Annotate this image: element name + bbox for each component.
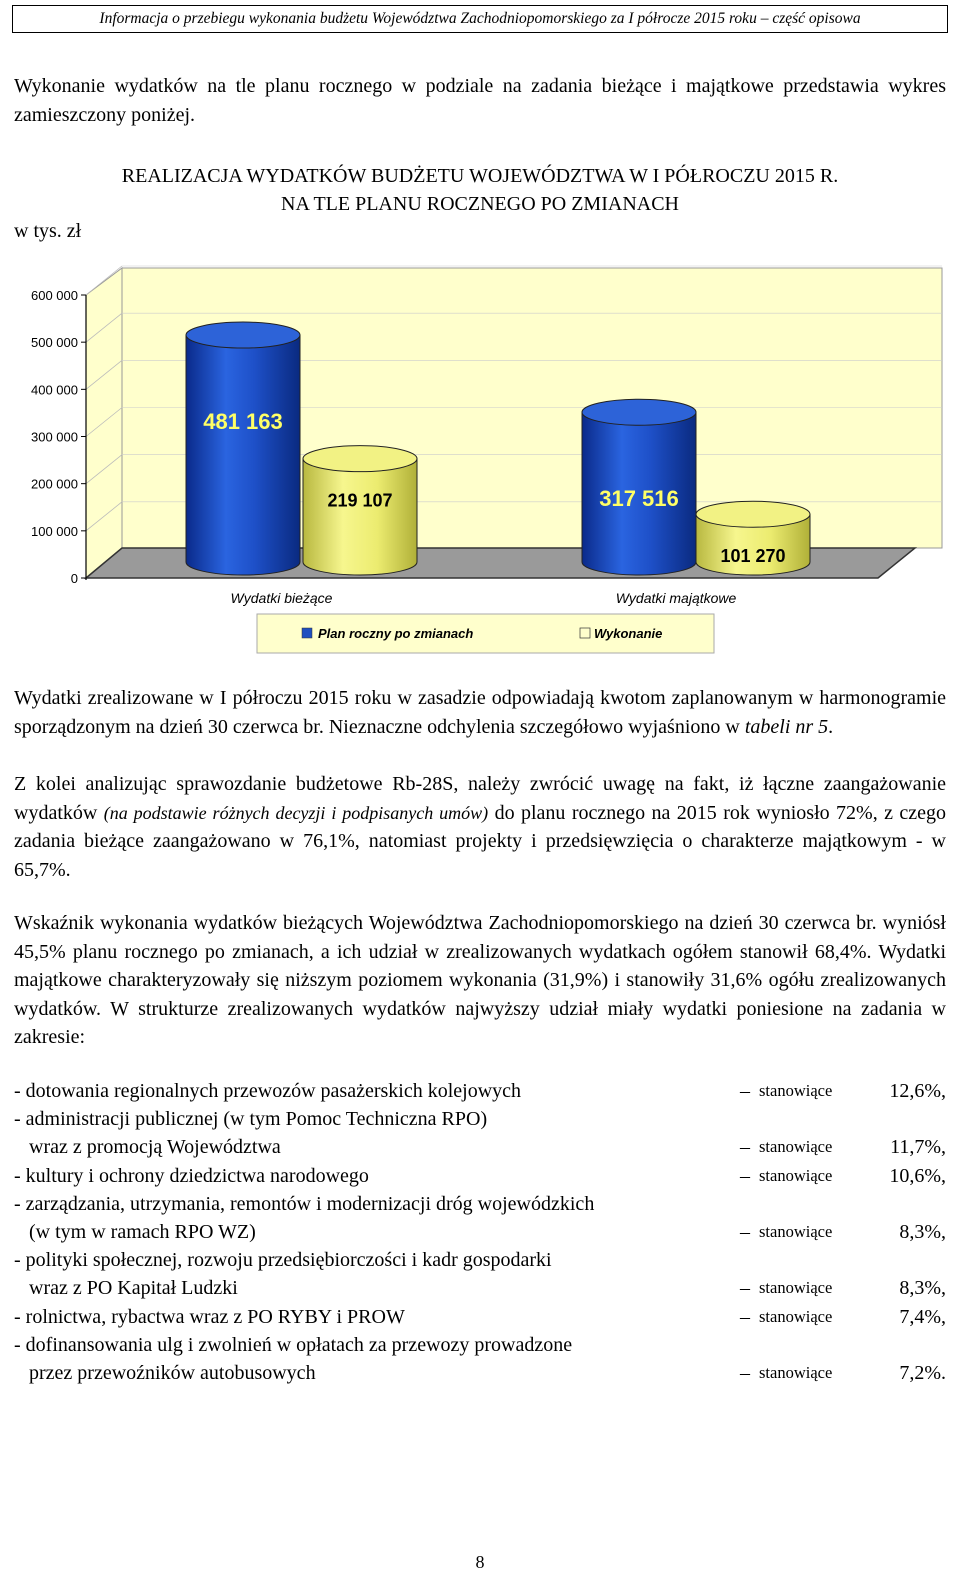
- bar-top: [582, 399, 696, 425]
- data-label: 481 163: [203, 409, 283, 435]
- chart-title-line1: REALIZACJA WYDATKÓW BUDŻETU WOJEWÓDZTWA W I PÓŁROCZU 2015 R.: [121, 165, 839, 187]
- list-item: [14, 1303, 946, 1331]
- bar-plan-1: [582, 399, 696, 575]
- y-tick-label: 400 000: [31, 382, 78, 398]
- y-tick-label: 500 000: [31, 335, 78, 351]
- bar-plan-0: [186, 322, 300, 575]
- list-item: [14, 1246, 946, 1274]
- list-item-text: wraz z PO Kapitał Ludzki: [14, 1277, 238, 1300]
- chart-unit-label: w tys. zł: [14, 220, 82, 242]
- list-item-percent: 8,3%,: [899, 1277, 946, 1300]
- legend-swatch-plan: [302, 628, 312, 638]
- list-item-text: (w tym w ramach RPO WZ): [14, 1220, 256, 1243]
- list-dash: –: [740, 1164, 750, 1187]
- paragraph-2: Z kolei analizując sprawozdanie budżetowe Rb-28S, należy zwrócić uwagę na fakt, iż łączne zaangażowanie wydatków (na podstawie różnych decyzji i podpisanych umów) do planu rocznego na 2015 rok wyniosło 72%, z czego zadania bieżące zaangażowano w 76,1%, natomiast projekty i przedsięwzięcia o charakterze majątkowym - w 65,7%.: [14, 773, 947, 881]
- list-item: [14, 1359, 946, 1387]
- data-label: 317 516: [599, 486, 679, 512]
- list-dash: –: [740, 1220, 750, 1243]
- list-dash: –: [740, 1080, 750, 1102]
- category-label: Wydatki majątkowe: [615, 590, 737, 606]
- list-item: [14, 1218, 946, 1246]
- bar-wykonanie-0: [303, 446, 417, 575]
- list-item-text: - rolnictwa, rybactwa wraz z PO RYBY i PROW: [14, 1305, 405, 1328]
- y-tick-label: 300 000: [31, 429, 78, 445]
- list-item-share-label: stanowiące: [759, 1137, 833, 1157]
- list-item-text: - polityki społecznej, rozwoju przedsiębiorczości i kadr gospodarki: [14, 1249, 552, 1272]
- list-item-percent: 12,6%,: [889, 1080, 946, 1102]
- bar-top: [303, 446, 417, 472]
- list-item-text: - zarządzania, utrzymania, remontów i modernizacji dróg wojewódzkich: [14, 1192, 595, 1215]
- list-item-percent: 11,7%,: [890, 1136, 946, 1159]
- list-item-text: - kultury i ochrony dziedzictwa narodowego: [14, 1164, 369, 1187]
- list-item-text: przez przewoźników autobusowych: [14, 1361, 316, 1384]
- bar-top: [696, 501, 810, 527]
- list-item: [14, 1274, 946, 1302]
- list-item: [14, 1077, 946, 1105]
- legend-swatch-wykonanie: [580, 628, 590, 638]
- bar-wykonanie-1: [696, 501, 810, 575]
- bar-top: [186, 322, 300, 348]
- legend-label-wykonanie: Wykonanie: [594, 626, 663, 641]
- list-item-percent: 10,6%,: [889, 1164, 946, 1187]
- table-reference: tabeli nr 5: [744, 715, 829, 738]
- data-label: 219 107: [327, 490, 393, 511]
- chart-title-line2: NA TLE PLANU ROCZNEGO PO ZMIANACH: [281, 193, 679, 215]
- y-tick-label: 600 000: [31, 288, 78, 303]
- list-item-text: wraz z promocją Województwa: [14, 1136, 281, 1159]
- budget-chart: [0, 255, 960, 665]
- data-label: 101 270: [720, 546, 786, 567]
- list-item-share-label: stanowiące: [759, 1306, 833, 1326]
- y-tick-label: 200 000: [31, 476, 78, 492]
- chart-side-wall: [86, 268, 122, 578]
- list-item: [14, 1133, 946, 1161]
- y-tick-label: 0: [70, 571, 78, 586]
- list-item: [14, 1331, 946, 1359]
- list-dash: –: [740, 1361, 750, 1384]
- list-item-share-label: stanowiące: [759, 1362, 833, 1382]
- category-label: Wydatki bieżące: [230, 590, 333, 606]
- expense-structure-list: [14, 1077, 946, 1387]
- list-item: [14, 1105, 946, 1133]
- list-item-share-label: stanowiące: [759, 1081, 833, 1100]
- list-item-share-label: stanowiące: [759, 1278, 833, 1298]
- list-item-share-label: stanowiące: [759, 1221, 833, 1241]
- list-item-text: - dotowania regionalnych przewozów pasażerskich kolejowych: [14, 1080, 522, 1102]
- list-item-text: - administracji publicznej (w tym Pomoc Techniczna RPO): [14, 1108, 488, 1131]
- bar-body: [186, 335, 300, 575]
- list-dash: –: [740, 1136, 750, 1159]
- list-item-percent: 7,2%.: [899, 1361, 946, 1384]
- page-number: 8: [475, 1552, 485, 1572]
- list-item: [14, 1162, 946, 1190]
- list-item: [14, 1190, 946, 1218]
- page-header: Informacja o przebiegu wykonania budżetu Województwa Zachodniopomorskiego za I półrocze 2015 roku – część opisowa: [12, 5, 948, 33]
- list-dash: –: [740, 1305, 750, 1328]
- list-item-percent: 8,3%,: [899, 1220, 946, 1243]
- paragraph-1: Wydatki zrealizowane w I półroczu 2015 roku w zasadzie odpowiadają kwotom zaplanowanym w harmonogramie sporządzonym na dzień 30 czerwca br. Nieznaczne odchylenia szczegółowo wyjaśniono w tabeli nr 5.: [14, 687, 946, 738]
- bar-body: [303, 459, 417, 575]
- paragraph-3: Wskaźnik wykonania wydatków bieżących Województwa Zachodniopomorskiego na dzień 30 czerwca br. wyniósł 45,5% planu rocznego po zmianach, a ich udział w zrealizowanych wydatkach ogółem stanowił 68,4%. Wydatki majątkowe charakteryzowały się niższym poziomem wykonania (31,9%) i stanowiły 31,6% ogółu zrealizowanych wydatków. W strukturze zrealizowanych wydatków najwyższy udział miały wydatki poniesione na zadania w zakresie:: [14, 912, 946, 1048]
- y-tick-label: 100 000: [31, 523, 78, 539]
- list-dash: –: [740, 1277, 750, 1300]
- intro-paragraph: Wykonanie wydatków na tle planu rocznego w podziale na zadania bieżące i majątkowe przedstawia wykres zamieszczony poniżej.: [14, 75, 946, 126]
- list-item-percent: 7,4%,: [899, 1305, 946, 1328]
- legend-label-plan: Plan roczny po zmianach: [318, 626, 474, 641]
- list-item-text: - dofinansowania ulg i zwolnień w opłatach za przewozy prowadzone: [14, 1333, 573, 1356]
- list-item-share-label: stanowiące: [759, 1165, 833, 1185]
